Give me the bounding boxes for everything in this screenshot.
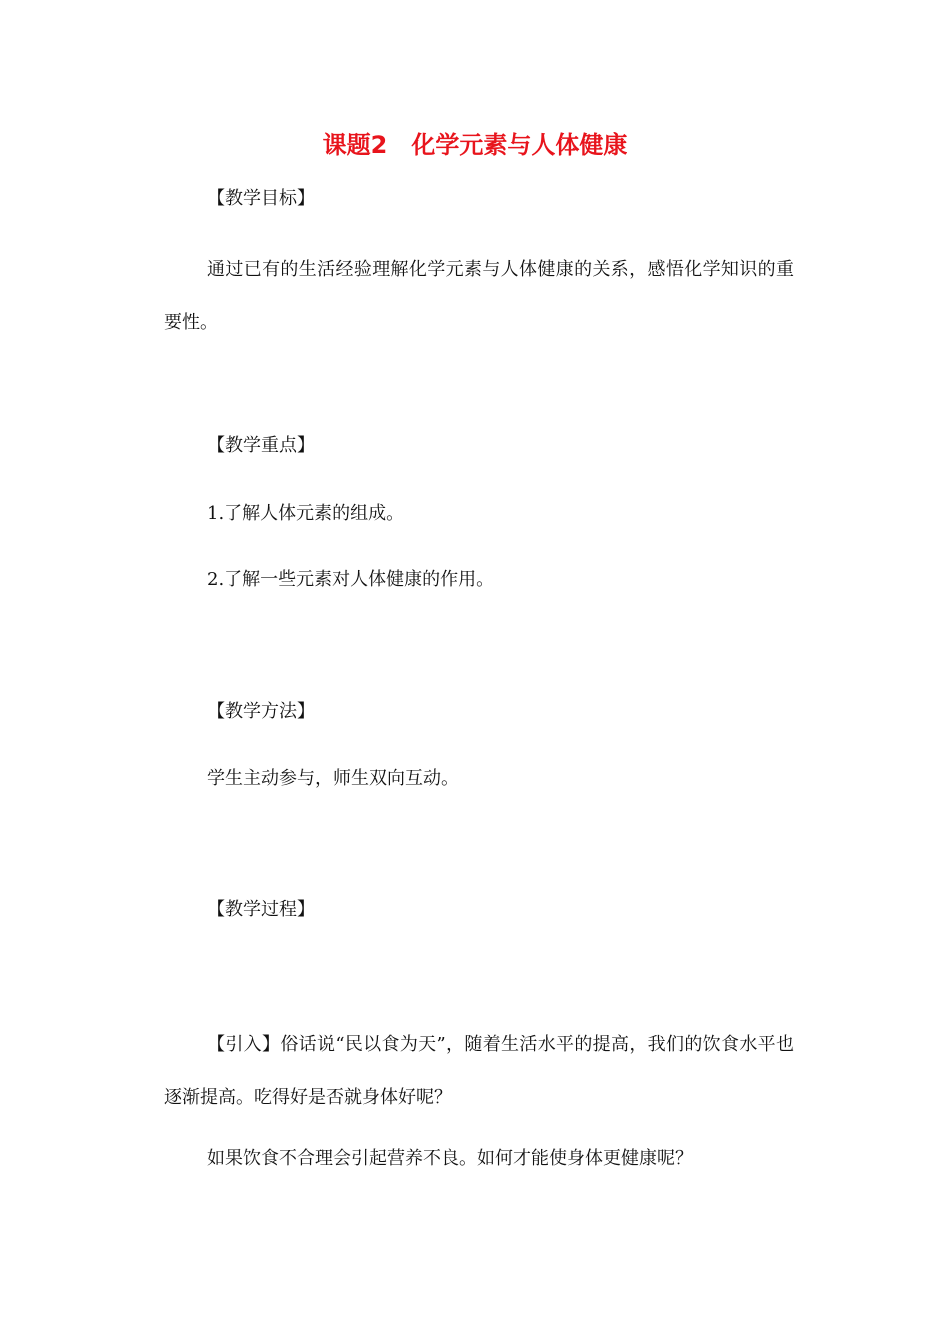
key-points-heading: 【教学重点】 [207,435,315,456]
objectives-text: 通过已有的生活经验理解化学元素与人体健康的关系，感悟化学知识的重要性。 [164,259,794,333]
process-question-text: 如果饮食不合理会引起营养不良。如何才能使身体更健康呢？ [207,1148,693,1169]
page-title: 课题2 化学元素与人体健康 [322,131,628,159]
process-intro-text: 【引入】俗话说“民以食为天”，随着生活水平的提高，我们的饮食水平也逐渐提高。吃得好是否就身体好呢？ [164,1034,794,1108]
objectives-heading: 【教学目标】 [207,188,315,209]
key-point-item-1: 1.了解人体元素的组成。 [207,503,405,524]
methods-text: 学生主动参与，师生双向互动。 [207,768,459,789]
methods-heading: 【教学方法】 [207,701,315,722]
key-point-item-2: 2.了解一些元素对人体健康的作用。 [207,569,495,590]
process-heading: 【教学过程】 [207,899,315,920]
